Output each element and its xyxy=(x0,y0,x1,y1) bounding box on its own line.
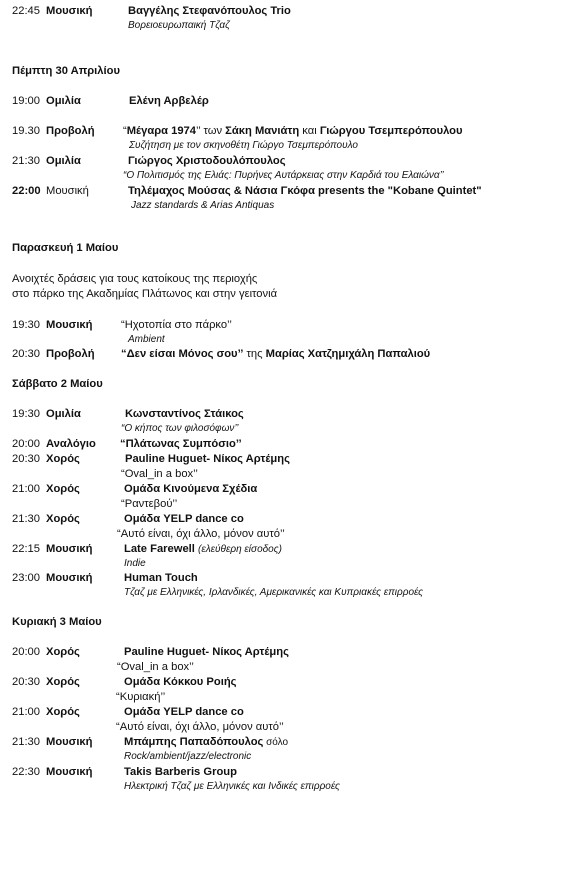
connector-text: και xyxy=(299,125,320,137)
entry-note: (ελεύθερη είσοδος) xyxy=(198,544,282,555)
event-category: Ομιλία xyxy=(46,95,81,107)
director-name: Μαρίας Χατζημιχάλη Παπαλιού xyxy=(265,348,431,360)
event-time: 22:45 xyxy=(12,5,40,17)
event-performer: Pauline Huguet- Νίκος Αρτέμης xyxy=(124,646,289,658)
event-description: Ηλεκτρική Τζαζ με Ελληνικές και Ινδικές επιρροές xyxy=(124,781,340,792)
event-description: Βορειοευρωπαική Τζαζ xyxy=(128,20,230,31)
event-time: 21:30 xyxy=(12,736,40,748)
event-category: Χορός xyxy=(46,483,80,495)
event-performer: Ομάδα Κινούμενα Σχέδια xyxy=(124,483,258,495)
event-category: Χορός xyxy=(46,676,80,688)
event-performer: Τηλέμαχος Μούσας & Νάσια Γκόφα presents the "Kobane Quintet" xyxy=(128,185,482,197)
event-category: Χορός xyxy=(46,706,80,718)
event-category: Ομιλία xyxy=(46,408,81,420)
event-time: 20:30 xyxy=(12,676,40,688)
event-description: “Oval_in a box’’ xyxy=(117,661,194,673)
event-performer: Γιώργος Χριστοδουλόπουλος xyxy=(128,155,286,167)
event-category: Προβολή xyxy=(46,125,95,137)
day-heading-friday: Παρασκευή 1 Μαίου xyxy=(12,242,119,254)
intro-text: Ανοιχτές δράσεις για τους κατοίκους της περιοχής xyxy=(12,273,258,285)
event-performer: Ομάδα YELP dance co xyxy=(124,706,244,718)
event-time: 22:15 xyxy=(12,543,40,555)
connector-text: της xyxy=(243,348,266,360)
event-description: “Κυριακή’’ xyxy=(116,691,166,703)
event-performer: Κωνσταντίνος Στάικος xyxy=(125,408,244,420)
event-performer: Ομάδα Κόκκου Ροιής xyxy=(124,676,237,688)
event-time: 22:30 xyxy=(12,766,40,778)
quote-close: ’’ xyxy=(196,125,201,137)
director-name: Σάκη Μανιάτη xyxy=(225,125,300,137)
event-description: Συζήτηση με τον σκηνοθέτη Γιώργο Τσεμπερόπουλο xyxy=(129,140,358,151)
event-description: Rock/ambient/jazz/electronic xyxy=(124,751,252,762)
event-description: Τζαζ με Ελληνικές, Ιρλανδικές, Αμερικανικές και Κυπριακές επιρροές xyxy=(124,587,424,598)
event-description: “Αυτό είναι, όχι άλλο, μόνον αυτό’’ xyxy=(117,528,285,540)
event-performer: Βαγγέλης Στεφανόπουλος Trio xyxy=(128,5,291,17)
director-name: Γιώργου Τσεμπερόπουλου xyxy=(319,125,463,137)
event-time: 20:30 xyxy=(12,453,40,465)
event-performer-with-note xyxy=(124,542,282,557)
event-performer: “Πλάτωνας Συμπόσιο’’ xyxy=(120,438,242,450)
event-category: Μουσική xyxy=(46,185,89,197)
event-time: 20:30 xyxy=(12,348,40,360)
event-performer: Ομάδα YELP dance co xyxy=(124,513,244,525)
performer-name: Late Farewell xyxy=(124,543,195,555)
event-time: 19:00 xyxy=(12,95,40,107)
film-title: “Δεν είσαι Μόνος σου’’ xyxy=(121,348,244,360)
event-screening-title xyxy=(123,124,463,138)
event-category: Χορός xyxy=(46,453,80,465)
event-time: 21:30 xyxy=(12,513,40,525)
event-description: “Oval_in a box’’ xyxy=(121,468,198,480)
event-description: “Αυτό είναι, όχι άλλο, μόνον αυτό’’ xyxy=(116,721,284,733)
intro-text: στο πάρκο της Ακαδημίας Πλάτωνος και στην γειτονιά xyxy=(12,288,278,300)
event-description: Ambient xyxy=(128,334,165,345)
event-category: Χορός xyxy=(46,646,80,658)
event-time: 21:00 xyxy=(12,483,40,495)
event-category: Μουσική xyxy=(46,766,93,778)
quote-open: “ xyxy=(123,125,127,137)
event-category: Χορός xyxy=(46,513,80,525)
event-category: Προβολή xyxy=(46,348,95,360)
film-title: Μέγαρα 1974 xyxy=(126,125,196,137)
event-category: Αναλόγιο xyxy=(46,438,96,450)
entry-note: σόλο xyxy=(263,737,289,748)
event-time: 21:00 xyxy=(12,706,40,718)
event-time: 20:00 xyxy=(12,646,40,658)
event-category: Μουσική xyxy=(46,319,93,331)
event-time: 22:00 xyxy=(12,185,41,197)
event-performer: “Ηχοτοπία στο πάρκο’’ xyxy=(121,319,232,331)
event-screening-title xyxy=(121,347,430,361)
performer-name: Μπάμπης Παπαδόπουλος xyxy=(124,736,264,748)
event-description: Indie xyxy=(124,558,146,569)
connector-text: των xyxy=(200,125,226,137)
event-performer: Human Touch xyxy=(124,572,198,584)
event-time: 23:00 xyxy=(12,572,40,584)
event-time: 19:30 xyxy=(12,319,40,331)
day-heading-saturday: Σάββατο 2 Μαίου xyxy=(12,378,103,390)
day-heading-thursday: Πέμπτη 30 Απριλίου xyxy=(12,65,120,77)
event-category: Μουσική xyxy=(46,572,93,584)
event-time: 19.30 xyxy=(12,125,40,137)
event-time: 20:00 xyxy=(12,438,40,450)
event-performer: Ελένη Αρβελέρ xyxy=(129,95,209,107)
event-time: 21:30 xyxy=(12,155,40,167)
event-category: Μουσική xyxy=(46,543,93,555)
event-category: Μουσική xyxy=(46,736,93,748)
event-performer: Takis Barberis Group xyxy=(124,766,237,778)
event-performer: Pauline Huguet- Νίκος Αρτέμης xyxy=(125,453,290,465)
event-description: “Ραντεβού’’ xyxy=(121,498,178,510)
event-description: “Ο κήπος των φιλοσόφων’’ xyxy=(121,423,239,434)
event-description: “Ο Πολιτισμός της Ελιάς: Πυρήνες Αυτάρκειας στην Καρδιά του Ελαιώνα’’ xyxy=(123,170,444,181)
event-description: Jazz standards & Arias Antiquas xyxy=(131,200,275,211)
day-heading-sunday: Κυριακή 3 Μαίου xyxy=(12,616,102,628)
event-time: 19:30 xyxy=(12,408,40,420)
event-performer-with-note xyxy=(124,735,288,750)
event-category: Μουσική xyxy=(46,5,93,17)
event-category: Ομιλία xyxy=(46,155,81,167)
